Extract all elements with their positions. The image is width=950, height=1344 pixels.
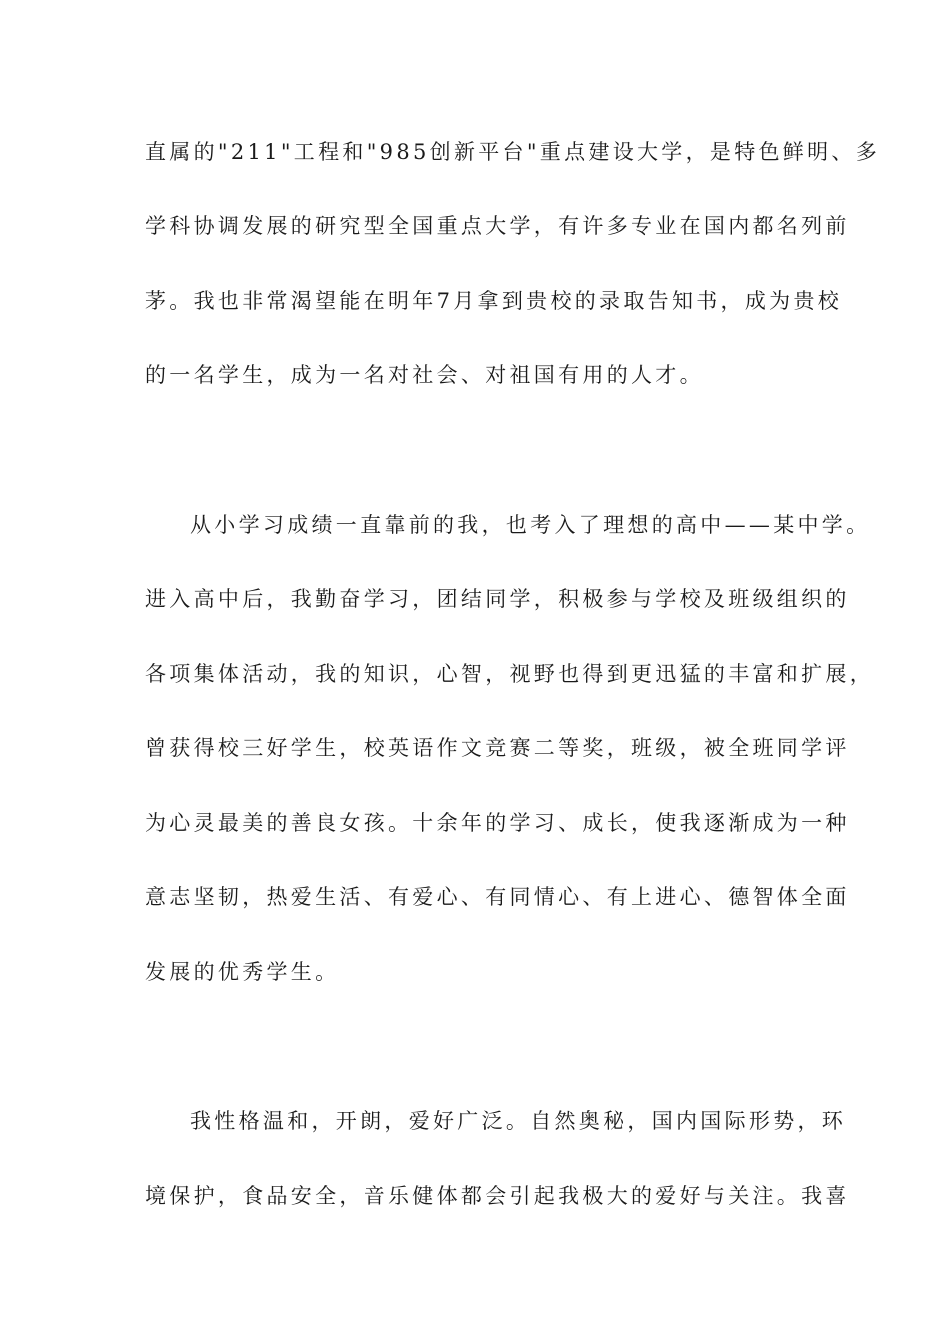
- text-line: 从小学习成绩一直靠前的我，也考入了理想的高中——某中学。: [190, 513, 871, 537]
- text-line: 发展的优秀学生。: [145, 960, 340, 984]
- text-line: 境保护，食品安全，音乐健体都会引起我极大的爱好与关注。我喜: [145, 1184, 850, 1208]
- text-line: 意志坚韧，热爱生活、有爱心、有同情心、有上进心、德智体全面: [145, 885, 850, 909]
- text-line: 茅。我也非常渴望能在明年7月拿到贵校的录取告知书，成为贵校: [145, 289, 843, 313]
- text-line: 进入高中后，我勤奋学习，团结同学，积极参与学校及班级组织的: [145, 587, 850, 611]
- text-line: 各项集体活动，我的知识，心智，视野也得到更迅猛的丰富和扩展，: [145, 662, 874, 686]
- text-line: 我性格温和，开朗，爱好广泛。自然奥秘，国内国际形势，环: [190, 1109, 847, 1133]
- text-line: 曾获得校三好学生，校英语作文竞赛二等奖，班级，被全班同学评: [145, 736, 850, 760]
- text-line: 的一名学生，成为一名对社会、对祖国有用的人才。: [145, 363, 704, 387]
- text-line: 为心灵最美的善良女孩。十余年的学习、成长，使我逐渐成为一种: [145, 811, 850, 835]
- text-line: 直属的"211"工程和"985创新平台"重点建设大学，是特色鲜明、多: [145, 140, 880, 164]
- text-line: 学科协调发展的研究型全国重点大学，有许多专业在国内都名列前: [145, 214, 850, 238]
